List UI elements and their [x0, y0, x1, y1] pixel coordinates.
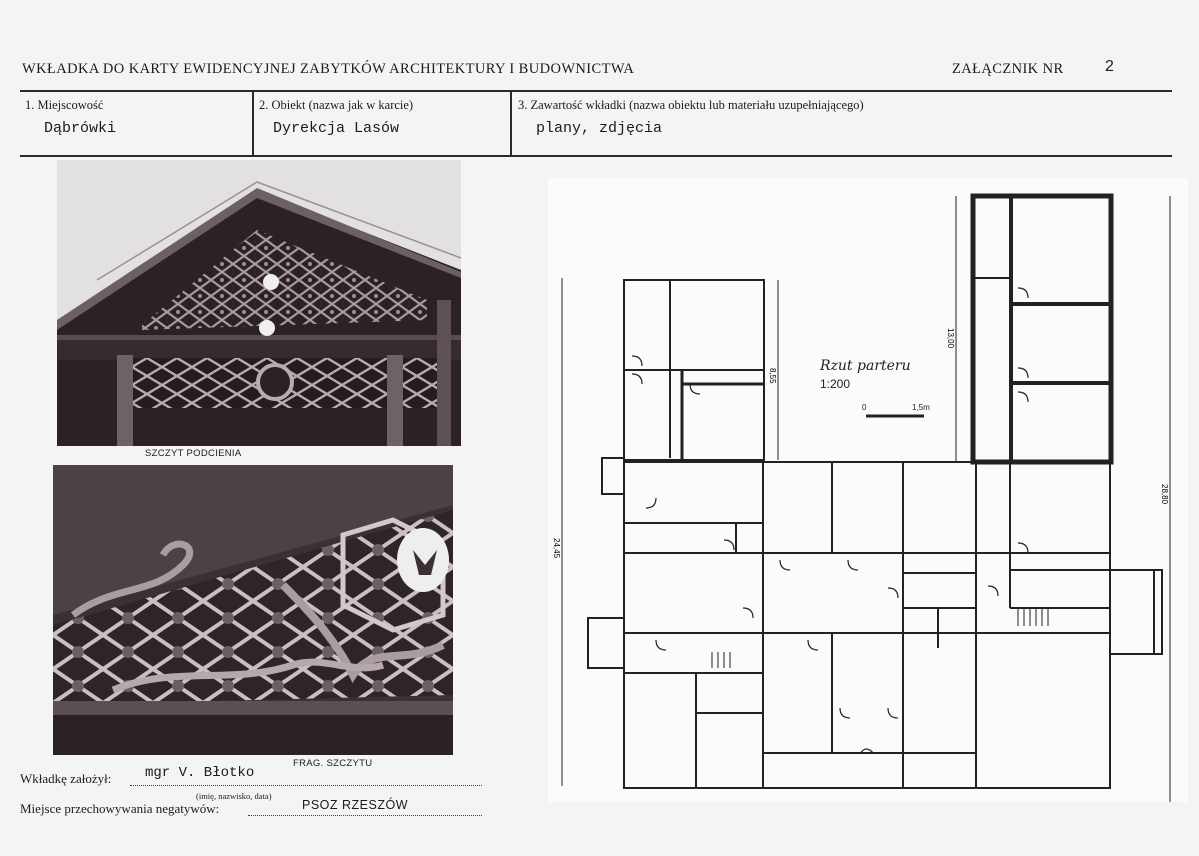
locality-label: 1. Miejscowość	[25, 98, 104, 112]
dim-right-top: 13,00	[946, 328, 955, 349]
storage-value: PSOZ RZESZÓW	[302, 798, 408, 812]
contents-value: plany, zdjęcia	[536, 120, 663, 137]
floor-plan-drawing	[548, 178, 1188, 802]
author-label: Wkładkę założył:	[20, 771, 112, 786]
porch-gable-caption: SZCZYT PODCIENIA	[145, 448, 242, 459]
storage-label: Miejsce przechowywania negatywów:	[20, 801, 220, 816]
floor-plan	[548, 178, 1188, 802]
gable-fragment-image	[53, 465, 453, 755]
photo-porch-gable	[57, 160, 461, 446]
locality-value: Dąbrówki	[44, 120, 117, 137]
field-divider-2	[510, 92, 512, 155]
dim-left: 24,45	[552, 538, 561, 559]
porch-gable-image	[57, 160, 461, 446]
author-hint: (imię, nazwisko, data)	[196, 791, 272, 801]
annex-number: 2	[1105, 58, 1114, 75]
plan-title: Rzut parteru	[820, 358, 911, 374]
contents-label: 3. Zawartość wkładki (nazwa obiektu lub materiału uzupełniającego)	[518, 98, 864, 112]
object-label: 2. Obiekt (nazwa jak w karcie)	[259, 98, 414, 112]
scale-zero: 0	[862, 403, 867, 412]
author-dotted-line	[130, 785, 482, 786]
author-value: mgr V. Błotko	[145, 765, 255, 781]
fields-rule	[20, 155, 1172, 157]
plan-scale: 1:200	[820, 377, 851, 391]
scale-max: 1,5m	[912, 403, 930, 412]
dim-mid: 8,55	[768, 368, 777, 384]
gable-fragment-caption: FRAG. SZCZYTU	[293, 758, 373, 769]
storage-dotted-line	[248, 815, 482, 816]
dim-right: 28,80	[1160, 484, 1169, 505]
photo-gable-fragment	[53, 465, 453, 755]
card-title: WKŁADKA DO KARTY EWIDENCYJNEJ ZABYTKÓW ARCHITEKTURY I BUDOWNICTWA	[22, 61, 635, 77]
field-divider-1	[252, 92, 254, 155]
object-value: Dyrekcja Lasów	[273, 120, 400, 137]
header-rule	[20, 90, 1172, 92]
annex-label: ZAŁĄCZNIK NR	[952, 61, 1064, 77]
